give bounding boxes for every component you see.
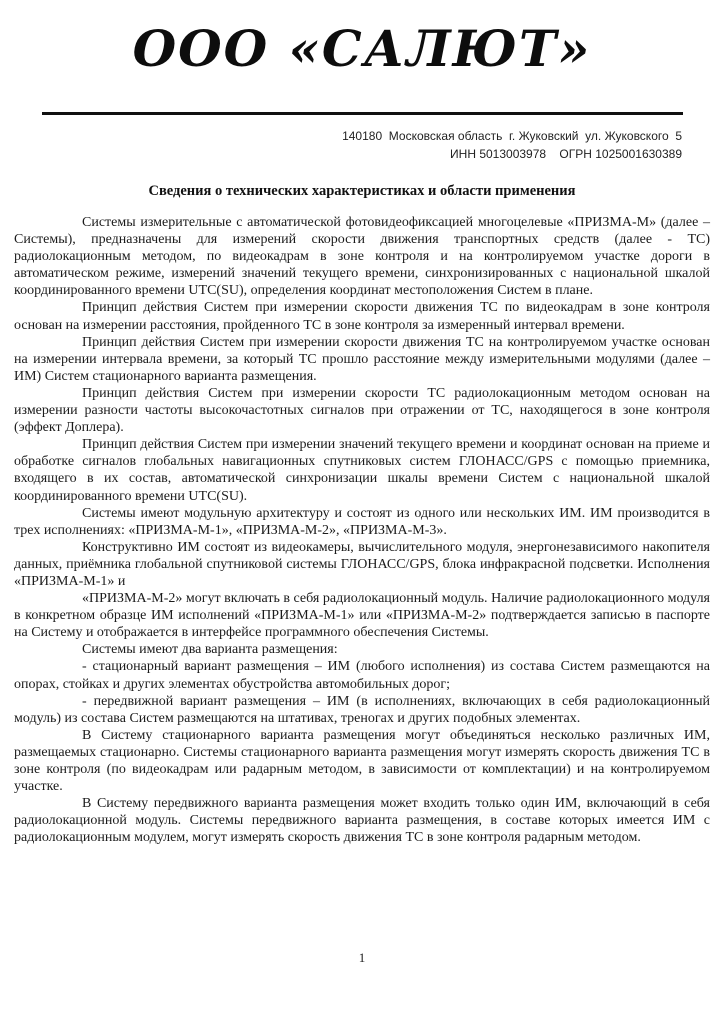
document-body [14, 214, 710, 846]
address-line: 140180 Московская область г. Жуковский ул. Жуковского 5 [342, 129, 682, 143]
paragraph-12: В Систему стационарного варианта размещения могут объединяться несколько различных ИМ, размещаемых стационарно. Системы стационарного варианта размещения могут измерять скорость движения ТС в зоне контроля (по видеокадрам или радарным методом, в зависимости от комплектации) и на контролируемом участке. [14, 727, 710, 795]
paragraph-3: Принцип действия Систем при измерении скорости движения ТС на контролируемом участке основан на измерении интервала времени, за который ТС прошло расстояние между измерительными модулями (далее – ИМ) Систем стационарного варианта размещения. [14, 334, 710, 384]
paragraph-11: - передвижной вариант размещения – ИМ (в исполнениях, включающих в себя радиолокационный модуль) из состава Систем размещаются на штативах, треногах и других подобных элементах. [14, 693, 710, 726]
registration-line: ИНН 5013003978 ОГРН 1025001630389 [450, 147, 682, 161]
document-title: Сведения о технических характеристиках и области применения [148, 183, 576, 199]
paragraph-2: Принцип действия Систем при измерении скорости движения ТС по видеокадрам в зоне контроля основан на измерении расстояния, пройденного ТС в зоне контроля за измеренный интервал времени. [14, 300, 710, 333]
letterhead [0, 127, 724, 163]
paragraph-10: - стационарный вариант размещения – ИМ (любого исполнения) из состава Систем размещаются на опорах, стойках и других элементах обустройства автомобильных дорог; [14, 659, 710, 692]
paragraph-9: Системы имеют два варианта размещения: [82, 642, 338, 658]
paragraph-1: Системы измерительные с автоматической фотовидеофиксацией многоцелевые «ПРИЗМА-М» (далее – Системы), предназначены для измерений скорости движения транспортных средств (далее - ТС) радиолокационным методом, по видеокадрам в зоне контроля и на контролируемом участке дороги в автоматическом режиме, измерений значений текущего времени, синхронизированных с национальной шкалой координированного времени UTC(SU), определения координат местоположения Систем в плане. [14, 215, 710, 299]
header-divider [42, 112, 683, 115]
paragraph-4: Принцип действия Систем при измерении скорости ТС радиолокационным методом основан на измерении разности частоты высокочастотных сигналов при отражении от ТС, находящегося в зоне контроля (эффект Доплера). [14, 385, 710, 436]
paragraph-8: «ПРИЗМА-М-2» могут включать в себя радиолокационный модуль. Наличие радиолокационного модуля в конкретном образце ИМ исполнений «ПРИЗМА-М-1» или «ПРИЗМА-М-2» подтверждается записью в паспорте на Систему и отображается в интерфейсе программного обеспечения Системы. [14, 591, 710, 641]
paragraph-6: Системы имеют модульную архитектуру и состоят из одного или нескольких ИМ. ИМ производится в трех исполнениях: «ПРИЗМА-М-1», «ПРИЗМА-М-2», «ПРИЗМА-М-3». [14, 505, 710, 538]
company-name: ООО «САЛЮТ» [132, 19, 592, 78]
paragraph-13: В Систему передвижного варианта размещения может входить только один ИМ, включающий в себя радиолокационной модуль. Системы передвижного варианта размещения, в составе которых имеется ИМ с радиолокационным модулем, могут измерять скорость движения ТС в зоне контроля радарным методом. [14, 796, 710, 846]
paragraph-5: Принцип действия Систем при измерении значений текущего времени и координат основан на приеме и обработке сигналов глобальных навигационных спутниковых систем ГЛОНАСС/GPS с помощью приемника, входящего в их состав, автоматической синхронизации шкалы времени Систем с национальной шкалой координированного времени UTC(SU). [14, 437, 710, 504]
paragraph-7: Конструктивно ИМ состоят из видеокамеры, вычислительного модуля, энергонезависимого накопителя данных, приёмника глобальной спутниковой системы ГЛОНАСС/GPS, блока инфракрасной подсветки. Исполнения «ПРИЗМА-М-1» и [14, 539, 710, 589]
page-number: 1 [358, 950, 366, 965]
